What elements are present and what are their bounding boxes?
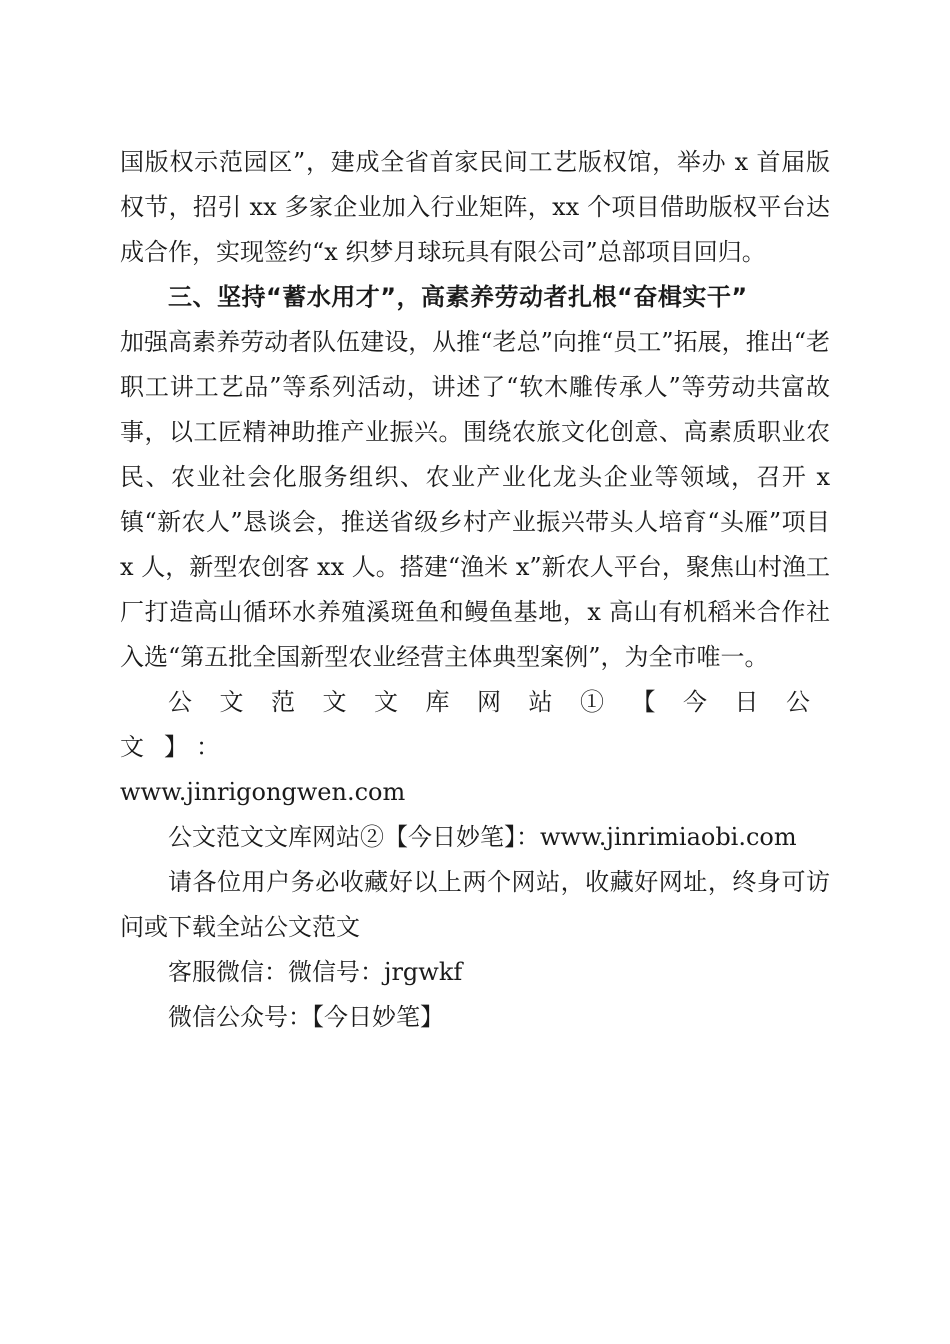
footer-wechat: 客服微信：微信号：jrgwkf (168, 958, 463, 986)
section-heading: 三、坚持“蓄水用才”，高素养劳动者扎根“奋楫实干” (168, 283, 748, 311)
footer-site1 (120, 680, 830, 815)
footer-site1-label: 公文范文文库网站①【今日公文】： (120, 688, 830, 761)
footer-site2: 公文范文文库网站②【今日妙笔】：www.jinrimiaobi.com (168, 823, 797, 851)
footer-site1-url[interactable]: www.jinrigongwen.com (120, 778, 406, 806)
paragraph-continuation: 国版权示范园区”，建成全省首家民间工艺版权馆，举办 x 首届版权节，招引 xx 多家企业加入行业矩阵，xx 个项目借助版权平台达成合作，实现签约“x 织梦月球玩具有限公司”总部项目回归。 (120, 148, 830, 266)
document-body (120, 140, 830, 1040)
section-body-paragraph: 加强高素养劳动者队伍建设，从推“老总”向推“员工”拓展，推出“老职工讲工艺品”等系列活动，讲述了“软木雕传承人”等劳动共富故事，以工匠精神助推产业振兴。围绕农旅文化创意、高素质职业农民、农业社会化服务组织、农业产业化龙头企业等领域，召开 x 镇“新农人”恳谈会，推送省级乡村产业振兴带头人培育“头雁”项目 x 人，新型农创客 xx 人。搭建“渔米 x”新农人平台，聚焦山村渔工厂打造高山循环水养殖溪斑鱼和鳗鱼基地，x 高山有机稻米合作社入选“第五批全国新型农业经营主体典型案例”，为全市唯一。 (120, 328, 830, 671)
footer-notice: 请各位用户务必收藏好以上两个网站，收藏好网址，终身可访问或下载全站公文范文 (120, 868, 830, 941)
footer-official-account: 微信公众号：【今日妙笔】 (168, 1003, 444, 1031)
